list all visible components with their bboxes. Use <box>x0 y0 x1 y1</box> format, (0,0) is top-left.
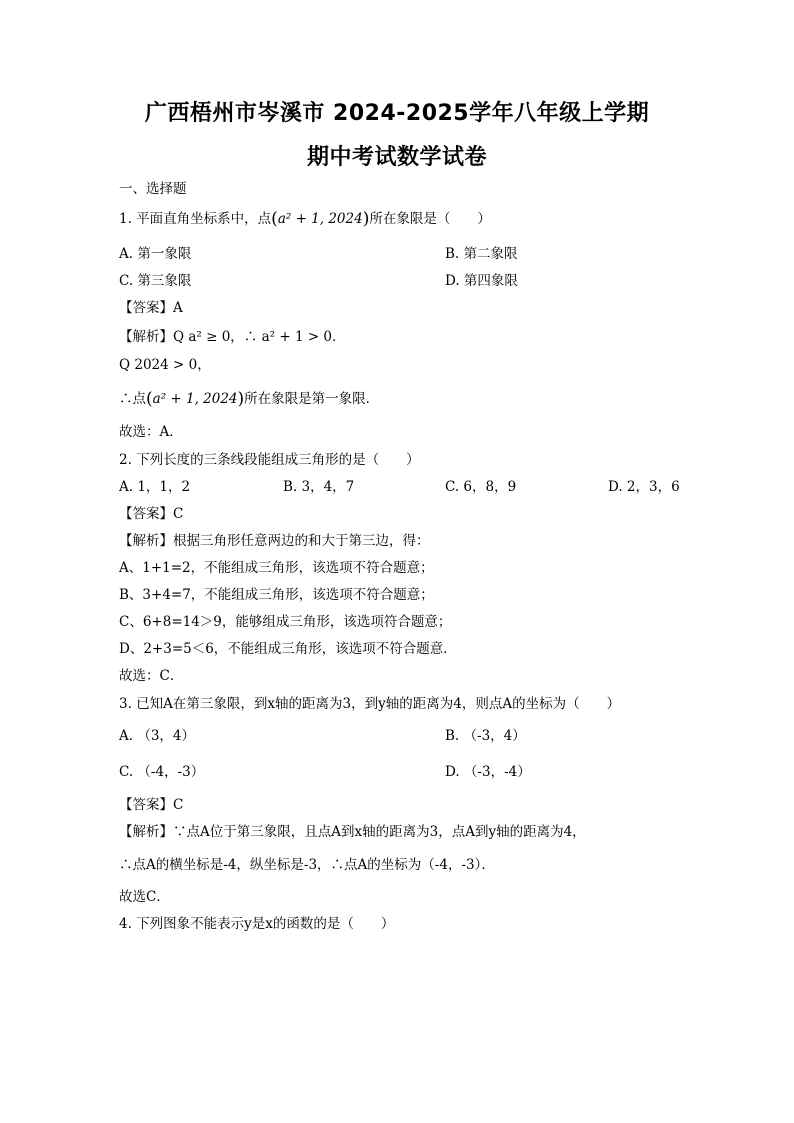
question-2-analysis-line-1: 【解析】根据三角形任意两边的和大于第三边，得： <box>119 533 430 549</box>
question-3-analysis-line-1: 【解析】∵点A位于第三象限，且点A到x轴的距离为3，点A到y轴的距离为4， <box>119 824 586 840</box>
question-2-option-d: D. 2，3，6 <box>608 479 680 495</box>
question-2-analysis-line-3: B、3+4=7，不能组成三角形，该选项不符合题意； <box>119 587 434 603</box>
question-1-stem: 1. 平面直角坐标系中，点(a² + 1, 2024)所在象限是（ ） <box>119 209 491 229</box>
question-2-conclusion: 故选：C． <box>119 668 184 684</box>
question-2-answer: 【答案】C <box>119 506 184 522</box>
document-title-line-1: 广西梧州市岑溪市 2024-2025学年八年级上学期 <box>144 101 650 126</box>
question-1-analysis-suffix: 所在象限是第一象限． <box>244 391 380 407</box>
question-1-analysis-line-2: Q 2024 > 0， <box>119 357 211 373</box>
question-1-conclusion: 故选：A． <box>119 424 183 440</box>
question-3-analysis-line-2: ∴点A的横坐标是-4，纵坐标是-3，∴点A的坐标为（-4，-3）． <box>119 857 495 873</box>
question-3-option-b: B. （-3，4） <box>445 728 526 744</box>
question-3-conclusion: 故选C． <box>119 889 170 905</box>
question-1-analysis-line-3: ∴点(a² + 1, 2024)所在象限是第一象限． <box>119 389 380 409</box>
question-1-answer: 【答案】A <box>119 300 183 316</box>
section-heading: 一、选择题 <box>119 181 187 197</box>
question-1-analysis-prefix: ∴点 <box>119 391 146 407</box>
question-1-option-c: C. 第三象限 <box>119 273 192 289</box>
question-1-analysis-point-expression: a² + 1, 2024 <box>152 391 238 407</box>
question-1-option-d: D. 第四象限 <box>445 273 518 289</box>
question-1-stem-prefix: 1. 平面直角坐标系中，点 <box>119 211 272 227</box>
document-title-line-2: 期中考试数学试卷 <box>306 145 487 170</box>
question-1-stem-suffix: 所在象限是（ ） <box>369 211 491 227</box>
question-2-analysis-line-4: C、6+8=14＞9，能够组成三角形，该选项符合题意； <box>119 614 452 630</box>
question-2-stem: 2. 下列长度的三条线段能组成三角形的是（ ） <box>119 452 420 468</box>
question-2-option-a: A. 1，1，2 <box>119 479 191 495</box>
question-3-stem: 3. 已知A在第三象限，到x轴的距离为3，到y轴的距离为4，则点A的坐标为（ ） <box>119 696 621 712</box>
question-1-analysis-line-1: 【解析】Q a² ≥ 0，∴ a² + 1 > 0． <box>119 329 346 345</box>
question-1-option-b: B. 第二象限 <box>445 246 518 262</box>
question-3-option-c: C. （-4，-3） <box>119 764 205 780</box>
question-2-option-c: C. 6，8，9 <box>445 479 517 495</box>
question-3-option-d: D. （-3，-4） <box>445 764 531 780</box>
question-4-stem: 4. 下列图象不能表示y是x的函数的是（ ） <box>119 916 395 932</box>
question-2-analysis-line-5: D、2+3=5＜6，不能组成三角形，该选项不符合题意． <box>119 641 457 657</box>
question-1-option-a: A. 第一象限 <box>119 246 192 262</box>
question-3-option-a: A. （3，4） <box>119 728 196 744</box>
question-1-point-expression: a² + 1, 2024 <box>277 211 363 227</box>
question-2-analysis-line-2: A、1+1=2，不能组成三角形，该选项不符合题意； <box>119 560 434 576</box>
question-3-answer: 【答案】C <box>119 797 184 813</box>
question-2-option-b: B. 3，4，7 <box>283 479 355 495</box>
